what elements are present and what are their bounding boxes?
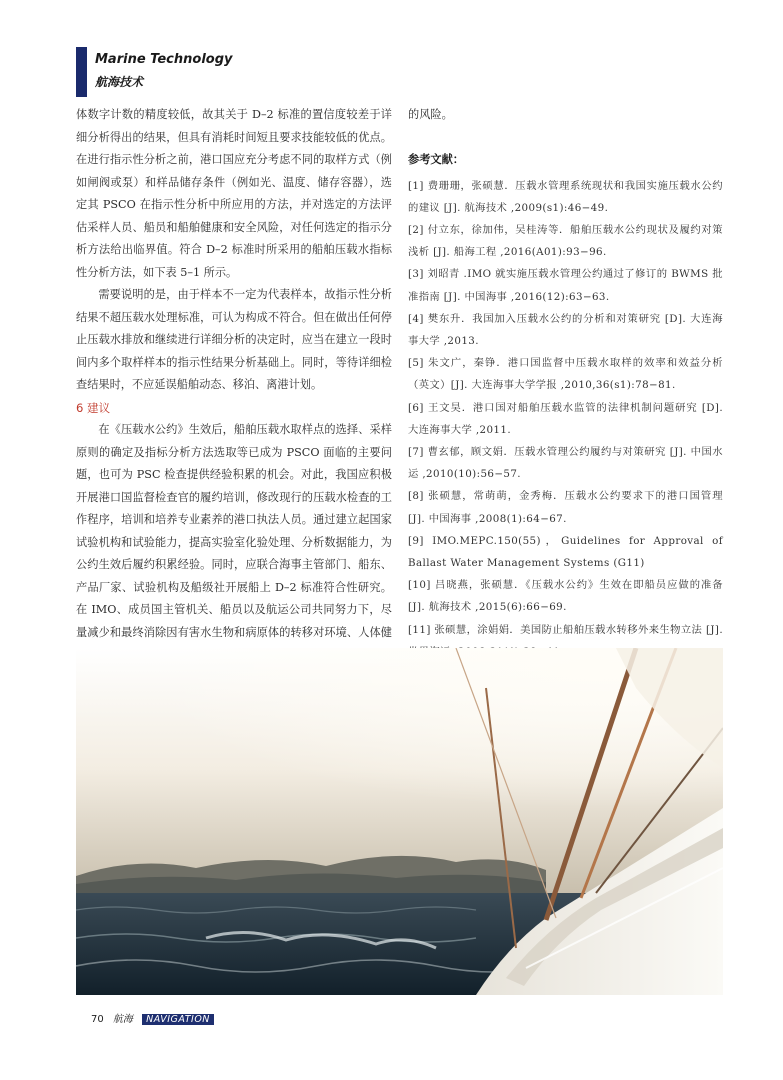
header-accent-bar — [76, 47, 87, 97]
reference-item: [4] 樊东升．我国加入压载水公约的分析和对策研究 [D]. 大连海事大学 ,2013. — [408, 312, 723, 347]
journal-name-cn: 航海 — [112, 1014, 133, 1025]
page-footer — [91, 1010, 214, 1025]
paragraph-3: 在《压载水公约》生效后，船舶压载水取样点的选择、采样原则的确定及指标分析方法选取等已成为 PSCO 面临的主要问题，也可为 PSC 检查提供经验积累的机会。对此，我国应积极开展港口国监督检查官的履约培训，修改现行的压载水检查的工作程序，培训和培养专业素养的港口执法人员。通过建立起国家试验机构和试验能力，提高实验室化验处理、分析数据能力，为公约生效后履约积累经验。同时，应联合海事主管部门、船东、产品厂家、试验机构及船级社开展船上 D–2 标准符合性研究。在 IMO、成员国主管机关、船员以及航运公司共同努力下，尽量减少和最终消除因有害水生物和病原体的转移对环境、人体健 — [76, 423, 392, 639]
paragraph-2: 需要说明的是，由于样本不一定为代表样本，故指示性分析结果不超压载水处理标准，可认为构成不符合。但在做出任何停止压载水排放和继续进行详细分析的决定时，应当在建立一段时间内多个取样样本的指示性结果分析基础上。同时，等待详细检查结果时，不应延误船舶动态、移泊、离港计划。 — [76, 288, 392, 391]
reference-item: [6] 王文昊．港口国对船舶压载水监管的法律机制问题研究 [D]. 大连海事大学 ,2011. — [408, 401, 723, 436]
reference-item: [3] 刘昭青 .IMO 就实施压载水管理公约通过了修订的 BWMS 批准指南 [J]. 中国海事 ,2016(12):63−63. — [408, 268, 723, 303]
reference-item: [1] 费珊珊，张硕慧．压载水管理系统现状和我国实施压载水公约的建议 [J]. 航海技术 ,2009(s1):46−49. — [408, 179, 723, 214]
section-heading: 6 建议 — [76, 400, 111, 415]
reference-item: [8] 张硕慧，常萌萌，金秀梅．压载水公约要求下的港口国管理 [J]. 中国海事 ,2008(1):64−67. — [408, 490, 723, 525]
paragraph-1: 体数字计数的精度较低，故其关于 D–2 标准的置信度较差于详细分析得出的结果，但具有消耗时间短且要求技能较低的优点。在进行指示性分析之前，港口国应充分考虑不同的取样方式（例如闸阀或泵）和样品储存条件（例如光、温度、储存容器），选定其 PSCO 在指示性分析中所应用的方法，并对选定的方法评估采样人员、船员和船舶健康和安全风险，对任何选定的指示分析方法给出临界值。符合 D–2 标准时所采用的船舶压载水指标性分析方法，如下表 5–1 所示。 — [76, 108, 392, 279]
left-column — [76, 104, 392, 667]
reference-item: [10] 吕晓燕，张硕慧．《压载水公约》生效在即船员应做的准备 [J]. 航海技术 ,2015(6):66−69. — [408, 579, 723, 614]
right-column — [408, 104, 723, 663]
paragraph-continuation: 的风险。 — [408, 108, 453, 121]
sailboat-sea-photo — [76, 648, 723, 995]
section-title-cn: 航海技术 — [95, 75, 144, 89]
reference-item: [7] 曹玄郁，顾文娟．压载水管理公约履约与对策研究 [J]. 中国水运 ,2010(10):56−57. — [408, 445, 723, 481]
reference-item: [9] IMO.MEPC.150(55)，Guidelines for Approval of Ballast Water Management Systems (G11) — [408, 534, 723, 569]
reference-item: [5] 朱文广，秦铮．港口国监督中压载水取样的效率和效益分析（英文）[J]. 大连海事大学学报 ,2010,36(s1):78−81. — [408, 357, 723, 392]
reference-item: [11] 张硕慧，涂娟娟．美国防止船舶压载水转移外来生物立法 [J]. — [408, 623, 723, 636]
reference-item: [2] 付立东，徐加伟，吴桂涛等．船舶压载水公约现状及履约对策浅析 [J]. 船海工程 ,2016(A01):93−96. — [408, 223, 723, 259]
reference-list — [408, 175, 723, 663]
page-number: 70 — [91, 1014, 104, 1025]
journal-name-en: NAVIGATION — [142, 1014, 214, 1025]
section-title-en: Marine Technology — [95, 52, 233, 67]
references-title: 参考文献： — [408, 152, 464, 166]
